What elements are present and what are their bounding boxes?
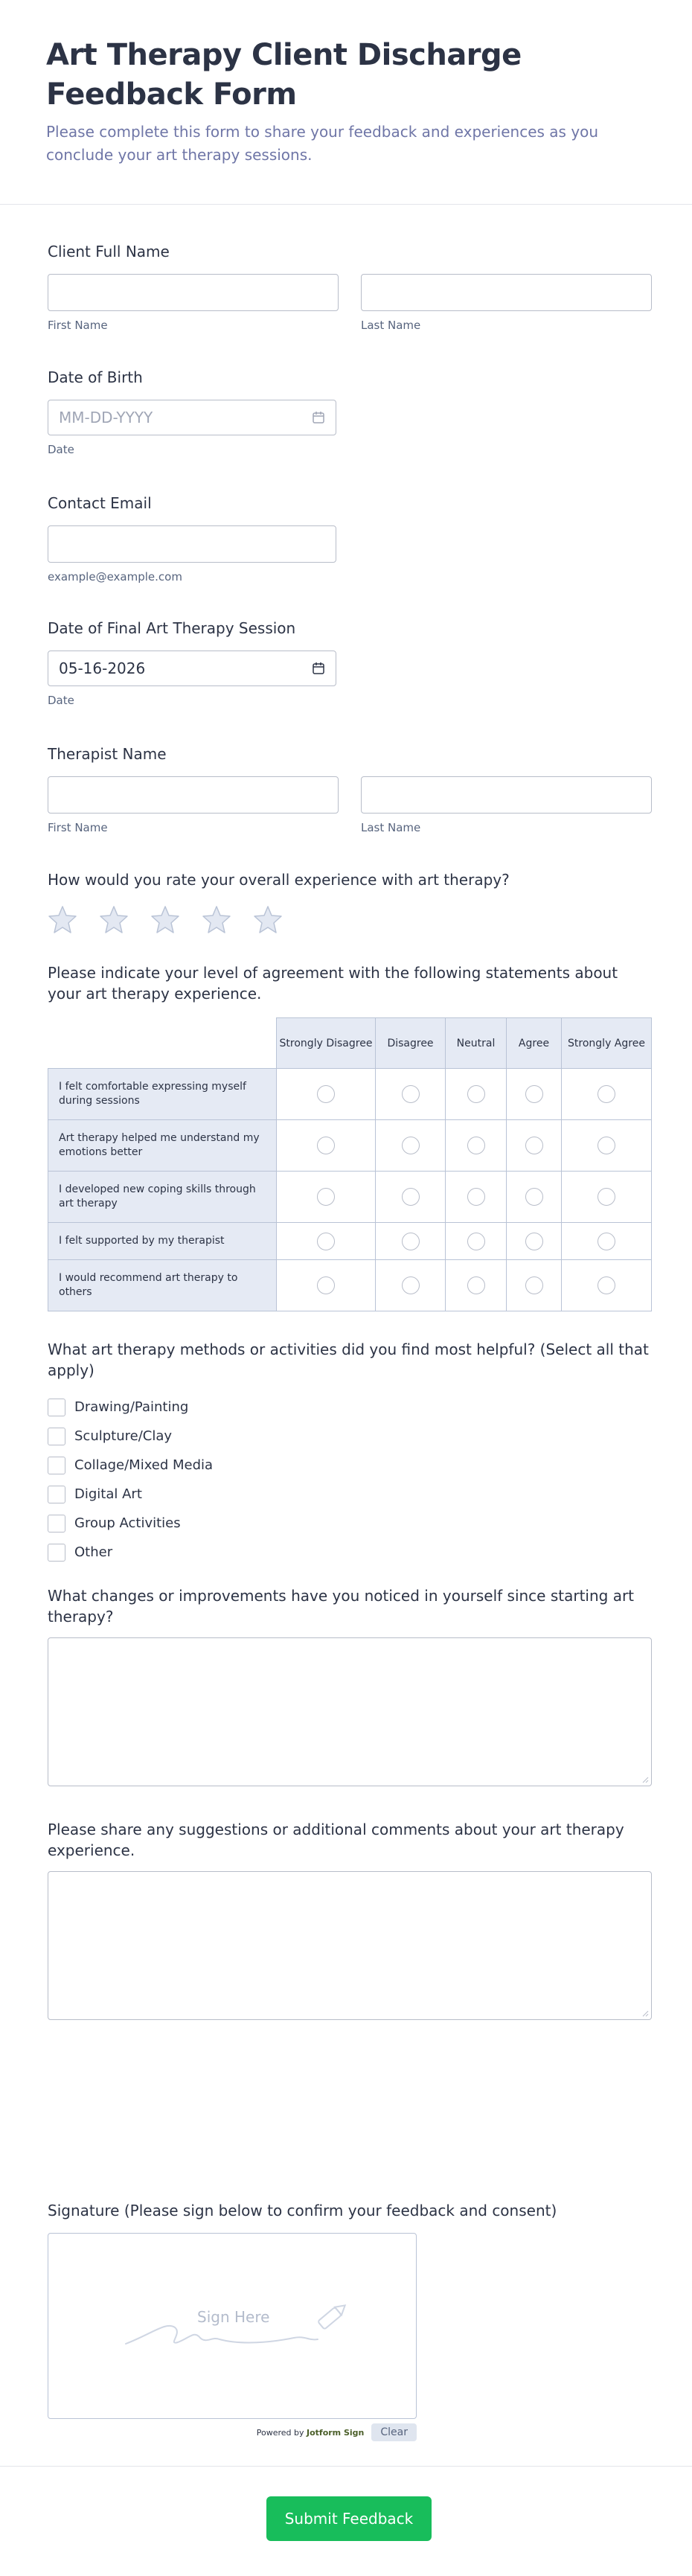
- dob-placeholder: MM-DD-YYYY: [59, 409, 153, 426]
- matrix-radio[interactable]: [317, 1276, 335, 1294]
- methods-label: What art therapy methods or activities did you find most helpful? (Select all that apply): [48, 1340, 649, 1379]
- dob-label: Date of Birth: [48, 368, 143, 386]
- suggestions-textarea[interactable]: [48, 1871, 652, 2020]
- changes-textarea[interactable]: [48, 1637, 652, 1786]
- rating-field: [48, 869, 510, 935]
- matrix-radio[interactable]: [598, 1233, 615, 1250]
- powered-prefix: Powered by: [256, 2427, 304, 2438]
- checkbox-label: Collage/Mixed Media: [74, 1457, 214, 1473]
- checkbox-label: Sculpture/Clay: [74, 1428, 173, 1444]
- client-first-name-input[interactable]: [48, 274, 339, 311]
- email-sublabel: example@example.com: [48, 570, 182, 584]
- clear-signature-button[interactable]: Clear: [371, 2423, 417, 2441]
- therapist-last-name-input[interactable]: [361, 776, 652, 814]
- final-session-value: 05-16-2026: [59, 659, 146, 677]
- matrix-radio[interactable]: [467, 1085, 485, 1103]
- client-last-name-input[interactable]: [361, 274, 652, 311]
- checkbox[interactable]: [48, 1515, 65, 1533]
- signature-label: Signature (Please sign below to confirm your feedback and consent): [48, 2202, 557, 2219]
- matrix-radio[interactable]: [317, 1085, 335, 1103]
- checkbox-option[interactable]: [48, 1509, 652, 1538]
- final-session-field: [48, 618, 336, 707]
- star-rating: [48, 905, 510, 935]
- checkbox-option[interactable]: [48, 1451, 652, 1480]
- matrix-col-header: Disagree: [376, 1018, 446, 1069]
- star-icon[interactable]: [202, 905, 231, 935]
- matrix-radio[interactable]: [317, 1137, 335, 1154]
- matrix-label: Please indicate your level of agreement with the following statements about your art therapy experience.: [48, 964, 618, 1003]
- final-session-input[interactable]: [48, 651, 336, 686]
- checkbox-label: Digital Art: [74, 1486, 142, 1502]
- star-icon[interactable]: [99, 905, 129, 935]
- client-last-name-sublabel: Last Name: [361, 319, 421, 332]
- signature-pad[interactable]: [48, 2233, 417, 2419]
- matrix-radio[interactable]: [525, 1276, 543, 1294]
- matrix-radio[interactable]: [525, 1137, 543, 1154]
- changes-field: [48, 1585, 652, 1786]
- matrix-col-header: Neutral: [446, 1018, 507, 1069]
- matrix-radio[interactable]: [467, 1188, 485, 1206]
- signature-placeholder: Sign Here: [197, 2308, 270, 2326]
- star-icon[interactable]: [150, 905, 180, 935]
- methods-field: [48, 1339, 652, 1567]
- matrix-radio[interactable]: [317, 1188, 335, 1206]
- matrix-row-label: I felt supported by my therapist: [48, 1223, 277, 1260]
- matrix-radio[interactable]: [402, 1137, 420, 1154]
- matrix-row: [48, 1223, 652, 1260]
- jotform-sign-brand: Jotform Sign: [307, 2427, 365, 2438]
- dob-sublabel: Date: [48, 443, 74, 456]
- matrix-row-label: I would recommend art therapy to others: [48, 1260, 277, 1311]
- suggestions-label: Please share any suggestions or additional comments about your art therapy experience.: [48, 1821, 624, 1859]
- matrix-radio[interactable]: [402, 1188, 420, 1206]
- matrix-radio[interactable]: [598, 1276, 615, 1294]
- submit-button[interactable]: Submit Feedback: [266, 2496, 432, 2541]
- matrix-corner: [48, 1018, 277, 1069]
- checkbox[interactable]: [48, 1399, 65, 1416]
- therapist-last-name-sublabel: Last Name: [361, 821, 421, 834]
- matrix-radio[interactable]: [467, 1233, 485, 1250]
- email-field: [48, 493, 336, 584]
- matrix-radio[interactable]: [598, 1188, 615, 1206]
- checkbox[interactable]: [48, 1486, 65, 1503]
- matrix-col-header: Strongly Agree: [562, 1018, 652, 1069]
- matrix-field: [48, 962, 652, 1311]
- checkbox-label: Drawing/Painting: [74, 1399, 189, 1415]
- star-icon[interactable]: [48, 905, 77, 935]
- client-name-label: Client Full Name: [48, 243, 170, 261]
- suggestions-field: [48, 1819, 652, 2020]
- checkbox-option[interactable]: [48, 1480, 652, 1509]
- matrix-radio[interactable]: [525, 1233, 543, 1250]
- checkbox-option[interactable]: [48, 1422, 652, 1451]
- resize-handle-icon[interactable]: [641, 2010, 649, 2017]
- dob-field: [48, 367, 336, 456]
- therapist-first-name-sublabel: First Name: [48, 821, 108, 834]
- signature-footer: [48, 2423, 417, 2441]
- matrix-row-label: I developed new coping skills through art therapy: [48, 1172, 277, 1223]
- therapist-field: [48, 744, 652, 834]
- matrix-row: [48, 1069, 652, 1120]
- matrix-header-row: [48, 1018, 652, 1069]
- form-subtitle: Please complete this form to share your feedback and experiences as you conclude your art therapy sessions.: [46, 123, 599, 164]
- matrix-radio[interactable]: [402, 1233, 420, 1250]
- star-icon[interactable]: [253, 905, 283, 935]
- checkbox[interactable]: [48, 1428, 65, 1445]
- client-first-name-sublabel: First Name: [48, 319, 108, 332]
- matrix-row: [48, 1172, 652, 1223]
- checkbox-label: Other: [74, 1544, 113, 1560]
- form-footer: [0, 2466, 692, 2576]
- matrix-radio[interactable]: [467, 1137, 485, 1154]
- changes-label: What changes or improvements have you noticed in yourself since starting art therapy?: [48, 1587, 635, 1626]
- dob-input[interactable]: [48, 400, 336, 435]
- matrix-row: [48, 1120, 652, 1172]
- therapist-label: Therapist Name: [48, 745, 167, 763]
- checkbox-option[interactable]: [48, 1538, 652, 1567]
- email-input[interactable]: [48, 525, 336, 563]
- email-label: Contact Email: [48, 494, 152, 512]
- form-header: [0, 0, 692, 205]
- form-title: Art Therapy Client Discharge Feedback Form: [46, 38, 522, 112]
- calendar-icon[interactable]: [312, 662, 325, 675]
- therapist-first-name-input[interactable]: [48, 776, 339, 814]
- calendar-icon[interactable]: [312, 411, 325, 424]
- matrix-radio[interactable]: [317, 1233, 335, 1250]
- matrix-row-label: I felt comfortable expressing myself during sessions: [48, 1069, 277, 1120]
- matrix-row-label: Art therapy helped me understand my emotions better: [48, 1120, 277, 1172]
- matrix-radio[interactable]: [525, 1085, 543, 1103]
- checkbox-label: Group Activities: [74, 1515, 181, 1531]
- matrix-col-header: Strongly Disagree: [277, 1018, 376, 1069]
- matrix-row: [48, 1260, 652, 1311]
- rating-label: How would you rate your overall experience with art therapy?: [48, 871, 510, 889]
- matrix-radio[interactable]: [525, 1188, 543, 1206]
- signature-field: [48, 2200, 652, 2441]
- matrix-radio[interactable]: [598, 1137, 615, 1154]
- matrix-radio[interactable]: [402, 1085, 420, 1103]
- matrix-col-header: Agree: [507, 1018, 562, 1069]
- final-session-label: Date of Final Art Therapy Session: [48, 619, 296, 637]
- matrix-radio[interactable]: [402, 1276, 420, 1294]
- resize-handle-icon[interactable]: [641, 1776, 649, 1783]
- methods-options: [48, 1393, 652, 1567]
- agreement-matrix: [48, 1017, 652, 1311]
- matrix-radio[interactable]: [598, 1085, 615, 1103]
- matrix-radio[interactable]: [467, 1276, 485, 1294]
- checkbox-option[interactable]: [48, 1393, 652, 1422]
- final-session-sublabel: Date: [48, 694, 74, 707]
- signature-scribble-icon: [123, 2301, 361, 2353]
- checkbox[interactable]: [48, 1457, 65, 1474]
- client-name-field: [48, 241, 652, 332]
- checkbox[interactable]: [48, 1544, 65, 1562]
- powered-by: [257, 2428, 365, 2438]
